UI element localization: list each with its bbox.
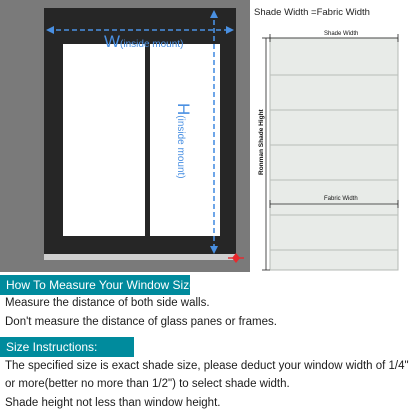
shade-fabric xyxy=(270,38,398,270)
measure-section-header: How To Measure Your Window Size: xyxy=(0,275,190,295)
width-label-main: W xyxy=(104,32,121,51)
height-arrow-top xyxy=(210,10,218,18)
height-label-sub: (inside mount) xyxy=(175,115,186,179)
measure-instruction-line: Measure the distance of both side walls. xyxy=(5,297,210,309)
size-instruction-line: Shade height not less than window height. xyxy=(5,397,221,409)
height-arrow-bottom xyxy=(210,246,218,254)
shade-title: Shade Width =Fabric Width xyxy=(254,7,370,18)
width-arrow-left xyxy=(46,26,54,34)
width-arrow-right xyxy=(226,26,234,34)
measure-instruction-line: Don't measure the distance of glass panes or frames. xyxy=(5,316,277,328)
depth-marker xyxy=(232,253,240,263)
width-label-sub: (inside mount) xyxy=(120,39,184,50)
width-label xyxy=(104,32,183,52)
size-instruction-line: The specified size is exact shade size, please deduct your window width of 1/4" xyxy=(5,360,409,372)
height-label-main: H xyxy=(174,103,193,116)
shade-width-label: Shade Width xyxy=(324,31,359,37)
size-instruction-line: or more(better no more than 1/2") to select shade width. xyxy=(5,378,290,390)
size-section-header: Size Instructions: xyxy=(0,337,134,357)
fabric-width-label: Fabric Width xyxy=(324,196,358,202)
roman-shade-illustration xyxy=(250,20,416,272)
height-label xyxy=(173,103,193,179)
shade-height-label: Ronman Shade Hight xyxy=(258,109,265,175)
